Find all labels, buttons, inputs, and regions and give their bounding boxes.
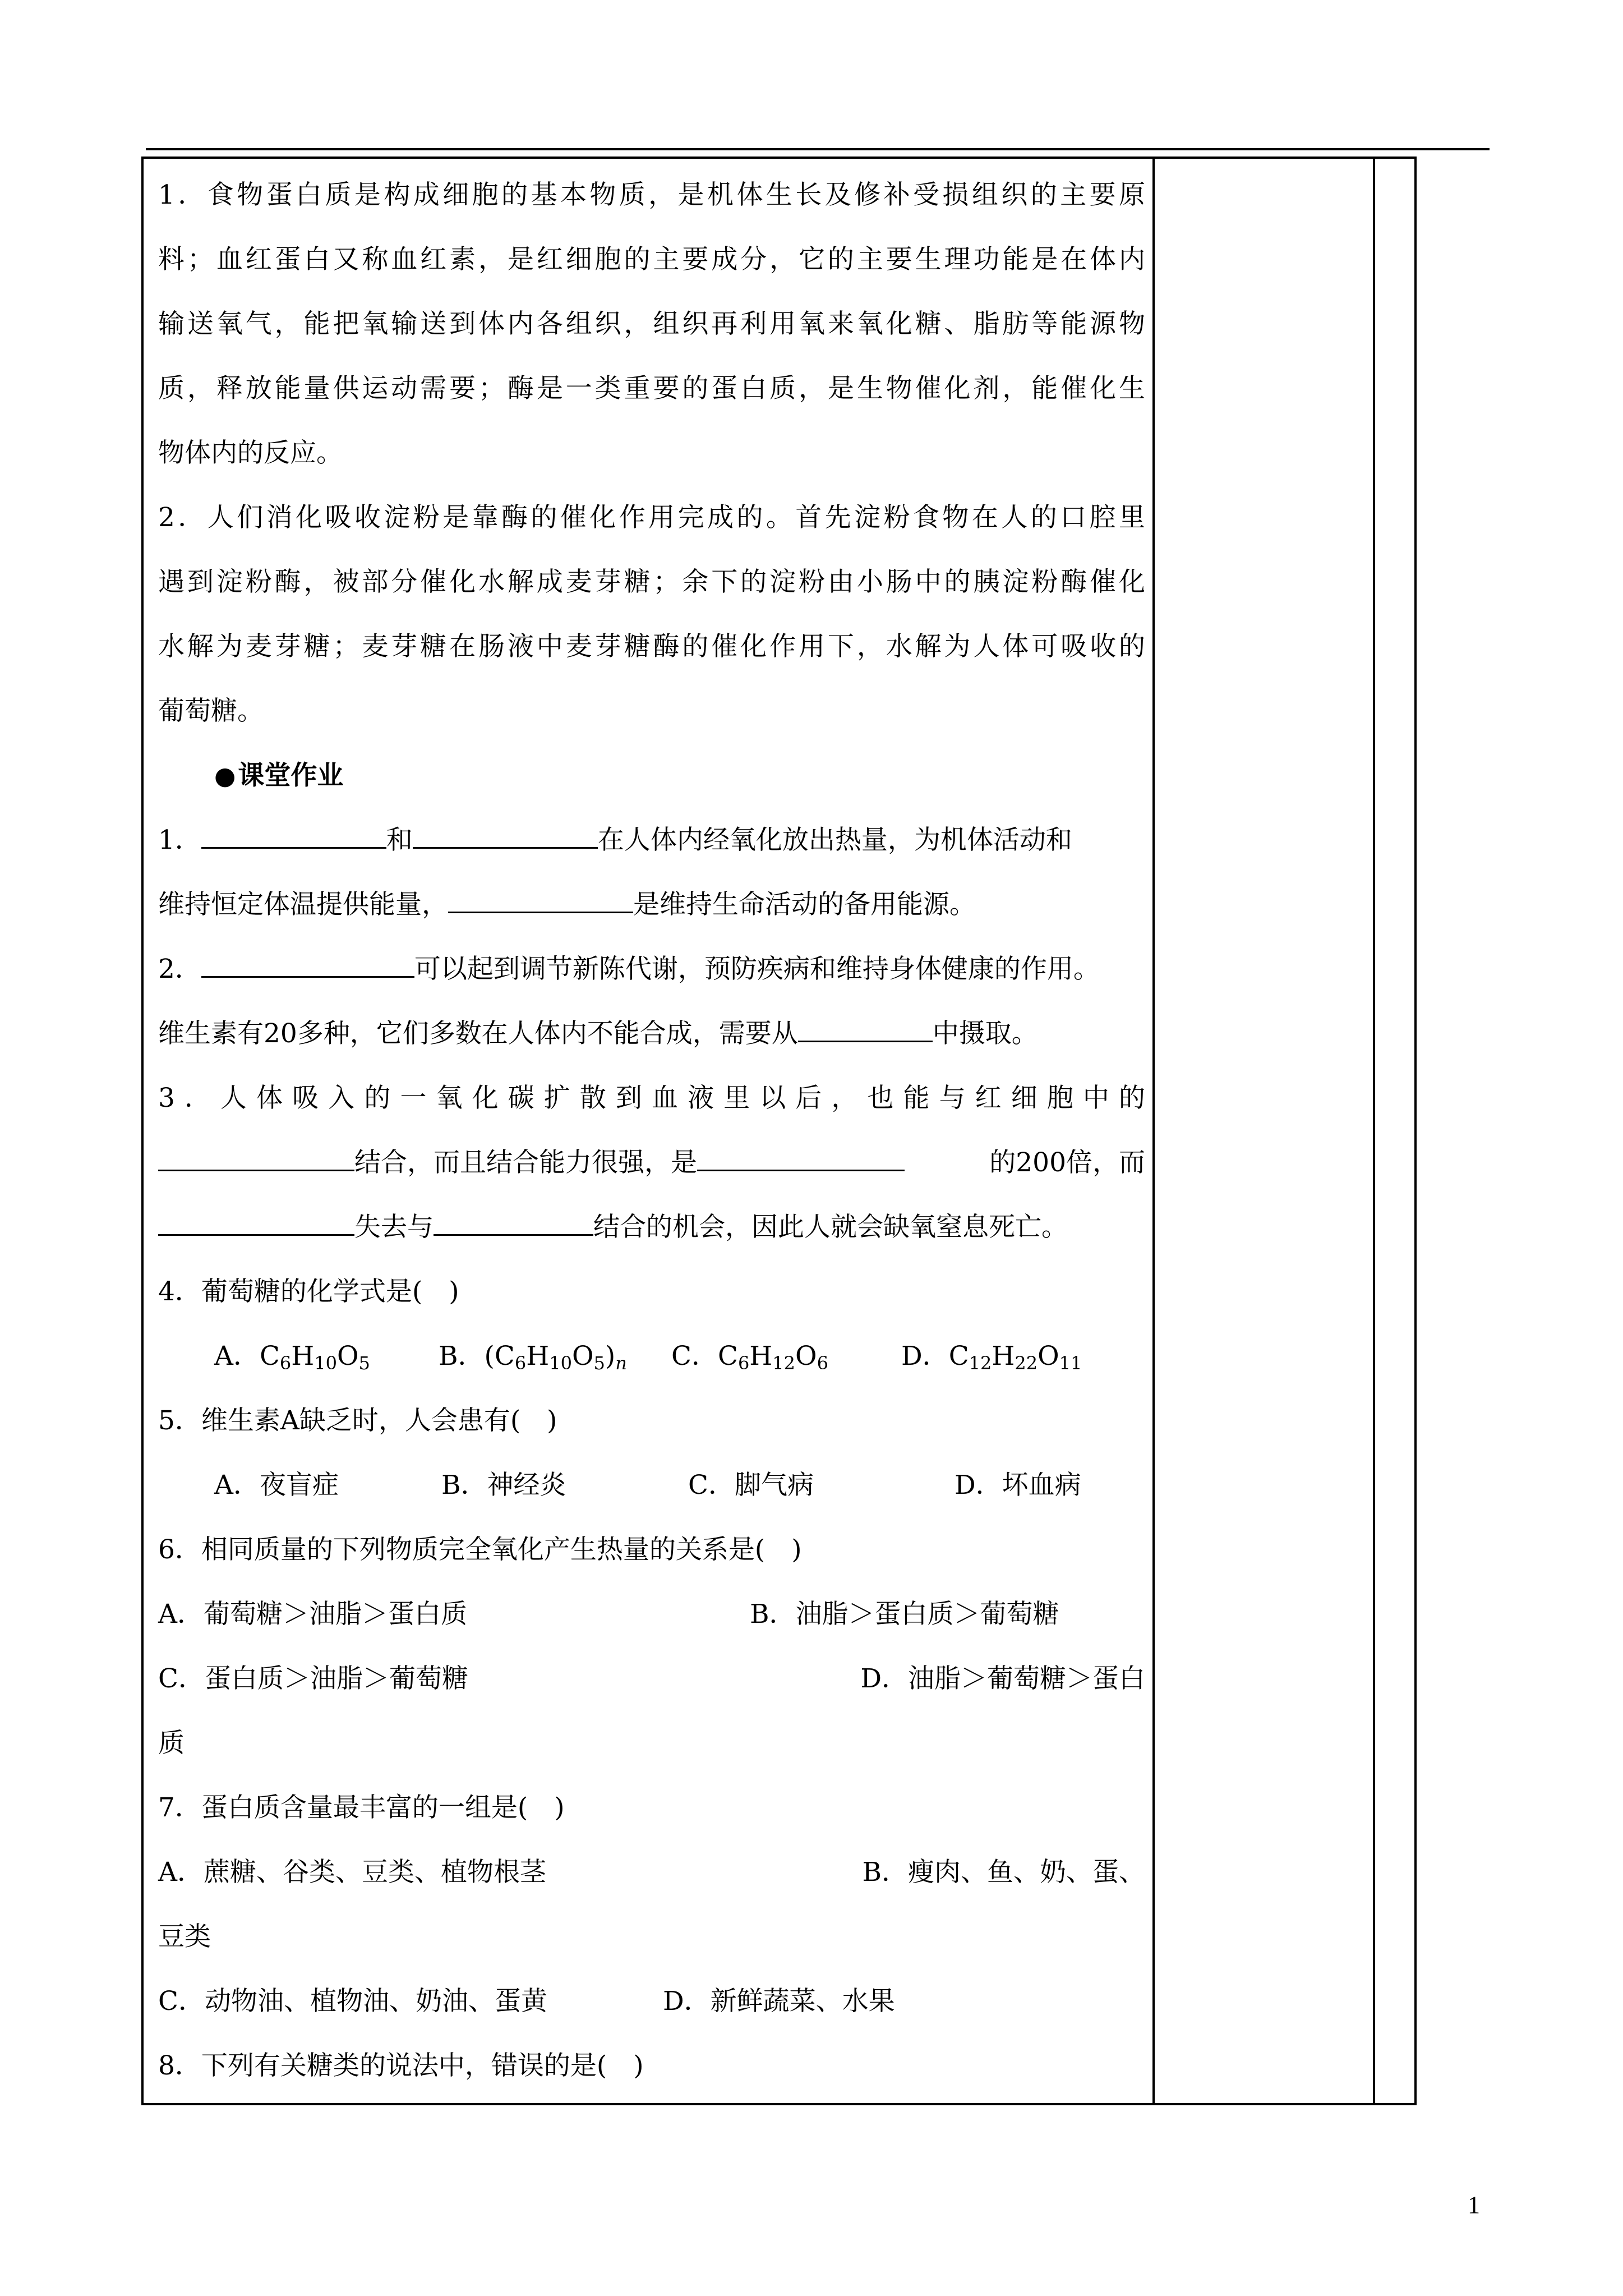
question-text: 维生素有20多种，它们多数在人体内不能合成，需要从 (158, 1018, 798, 1049)
table-main-cell (158, 163, 1145, 2098)
option-a[interactable]: A．夜盲症 (214, 1470, 339, 1501)
fill-blank[interactable] (201, 951, 414, 978)
question-5-options (158, 1453, 1145, 1517)
question-1-line-1 (158, 808, 1145, 872)
question-6-options-cd (158, 1646, 1145, 1711)
option-c[interactable]: C．脚气病 (688, 1470, 814, 1501)
paragraph-line: 遇到淀粉酶，被部分催化水解成麦芽糖；余下的淀粉由小肠中的胰淀粉酶催化 (158, 567, 1145, 597)
question-6-options-ab (158, 1582, 1145, 1646)
question-text: 是维持生命活动的备用能源。 (633, 889, 976, 920)
question-text: 结合的机会，因此人就会缺氧窒息死亡。 (593, 1212, 1068, 1243)
question-7-options-cd (158, 1969, 1145, 2033)
option-b[interactable]: B．$(C_6H_{10}O_5)_n$ (439, 1341, 627, 1374)
question-1-line-2 (158, 872, 1145, 937)
paragraph-line: 1．食物蛋白质是构成细胞的基本物质，是机体生长及修补受损组织的主要原 (158, 180, 1145, 210)
question-2-line-1 (158, 937, 1145, 1001)
question-text: 维持恒定体温提供能量， (158, 889, 448, 920)
fill-blank[interactable] (201, 822, 386, 849)
heading-text: 课堂作业 (238, 760, 344, 791)
option-c[interactable]: C．蛋白质＞油脂＞葡萄糖 (158, 1663, 468, 1694)
question-text: 的200倍，而 (989, 1147, 1145, 1178)
question-number: 1． (158, 825, 201, 855)
question-number: 2． (158, 954, 201, 984)
fill-blank[interactable] (158, 1209, 354, 1236)
fill-blank[interactable] (448, 886, 633, 913)
question-text: 和 (386, 825, 413, 855)
question-7-stem: 7．蛋白质含量最丰富的一组是( ) (158, 1792, 565, 1823)
question-3-line-3 (158, 1195, 1145, 1259)
question-7-options-ab (158, 1840, 1145, 1904)
option-d[interactable]: D．坏血病 (955, 1470, 1081, 1501)
question-5-stem: 5．维生素A缺乏时，人会患有( ) (158, 1405, 557, 1436)
paragraph-line: 2．人们消化吸收淀粉是靠酶的催化作用完成的。首先淀粉食物在人的口腔里 (158, 502, 1145, 533)
option-a[interactable]: A．葡萄糖＞油脂＞蛋白质 (158, 1599, 467, 1630)
paragraph-line: 葡萄糖。 (158, 696, 264, 726)
fill-blank[interactable] (798, 1015, 933, 1042)
page-number: 1 (1468, 2191, 1480, 2219)
top-rule (146, 148, 1490, 150)
question-6-option-d-wrap: 质 (158, 1728, 185, 1759)
question-text: 可以起到调节新陈代谢，预防疾病和维持身体健康的作用。 (414, 954, 1100, 984)
question-text: 中摄取。 (932, 1018, 1038, 1049)
option-a[interactable]: A．蔗糖、谷类、豆类、植物根茎 (158, 1857, 546, 1888)
table-divider-1 (1152, 157, 1155, 2105)
bullet-icon: ● (214, 762, 236, 790)
option-d[interactable]: D．$C_{12}H_{22}O_{11}$ (901, 1341, 1082, 1374)
paragraph-line: 输送氧气，能把氧输送到体内各组织，组织再利用氧来氧化糖、脂肪等能源物 (158, 309, 1145, 339)
option-b[interactable]: B．瘦肉、鱼、奶、蛋、 (862, 1857, 1145, 1888)
question-2-line-2 (158, 1001, 1145, 1066)
option-b[interactable]: B．油脂＞蛋白质＞葡萄糖 (750, 1599, 1059, 1630)
paragraph-line: 物体内的反应。 (158, 438, 343, 468)
option-d[interactable]: D．新鲜蔬菜、水果 (663, 1986, 895, 2017)
section-heading (158, 743, 1145, 808)
fill-blank[interactable] (697, 1144, 905, 1171)
question-6-stem: 6．相同质量的下列物质完全氧化产生热量的关系是( ) (158, 1534, 802, 1565)
fill-blank[interactable] (413, 822, 598, 849)
option-b[interactable]: B．神经炎 (441, 1470, 566, 1501)
question-3-line-2 (158, 1130, 1145, 1195)
fill-blank[interactable] (158, 1144, 354, 1171)
option-a[interactable]: A．$C_6H_{10}O_5$ (214, 1341, 370, 1374)
paragraph-line: 水解为麦芽糖；麦芽糖在肠液中麦芽糖酶的催化作用下，水解为人体可吸收的 (158, 631, 1145, 662)
paragraph-line: 料；血红蛋白又称血红素，是红细胞的主要成分，它的主要生理功能是在体内 (158, 244, 1145, 275)
option-d[interactable]: D．油脂＞葡萄糖＞蛋白 (860, 1663, 1145, 1694)
paragraph-line: 质，释放能量供运动需要；酶是一类重要的蛋白质，是生物催化剂，能催化生 (158, 373, 1145, 404)
option-c[interactable]: C．$C_6H_{12}O_6$ (671, 1341, 828, 1374)
question-text: 在人体内经氧化放出热量，为机体活动和 (597, 825, 1072, 855)
question-4-options (158, 1324, 1145, 1388)
table-divider-2 (1373, 157, 1375, 2105)
question-text: 结合，而且结合能力很强，是 (354, 1147, 697, 1178)
question-7-option-b-wrap: 豆类 (158, 1921, 211, 1952)
fill-blank[interactable] (434, 1209, 593, 1236)
question-4-stem: 4．葡萄糖的化学式是( ) (158, 1276, 459, 1307)
question-8-stem: 8．下列有关糖类的说法中，错误的是( ) (158, 2050, 644, 2081)
question-3-line-1: 3．人体吸入的一氧化碳扩散到血液里以后，也能与红细胞中的 (158, 1083, 1145, 1114)
question-text: 失去与 (354, 1212, 434, 1243)
option-c[interactable]: C．动物油、植物油、奶油、蛋黄 (158, 1986, 547, 2017)
